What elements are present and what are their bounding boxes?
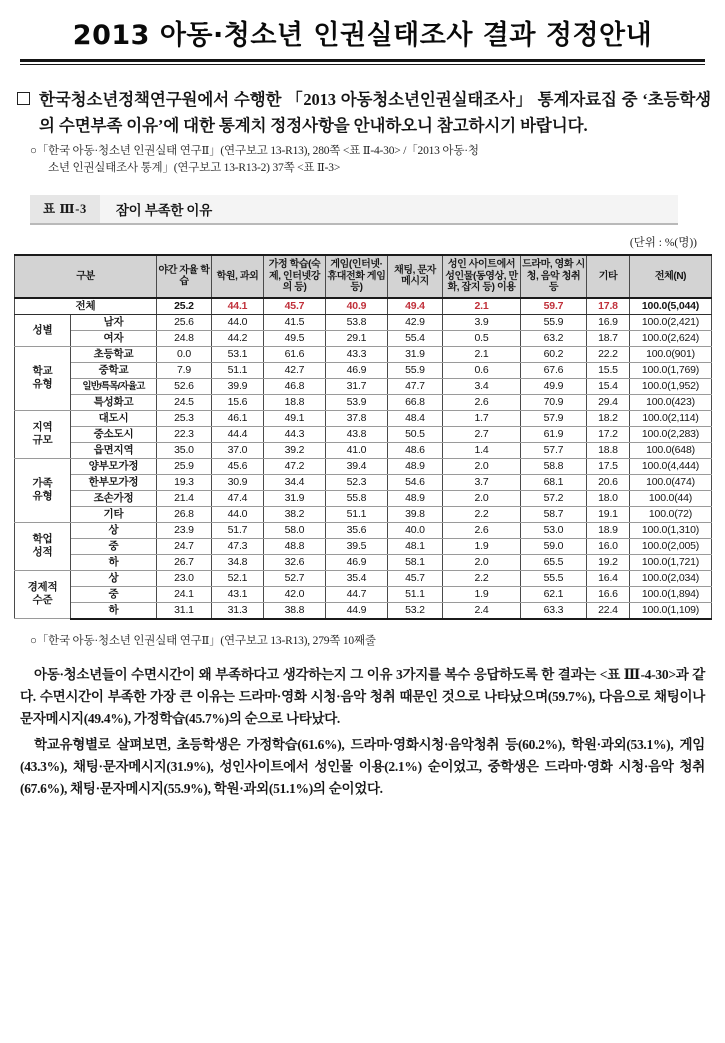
cell-total-n: 100.0(1,894)	[630, 586, 712, 602]
cell-value: 18.7	[587, 330, 630, 346]
cell-value: 37.0	[212, 442, 264, 458]
table-row	[15, 490, 712, 506]
cell-value: 43.8	[326, 426, 388, 442]
table-row	[15, 426, 712, 442]
cell-value: 31.1	[157, 602, 212, 619]
cell-value: 52.6	[157, 378, 212, 394]
document-page	[0, 13, 725, 1043]
cell-value: 41.5	[264, 314, 326, 330]
row-label: 중	[71, 538, 157, 554]
table-header-row	[15, 255, 712, 298]
cell-value: 7.9	[157, 362, 212, 378]
row-label: 조손가정	[71, 490, 157, 506]
row-label: 초등학교	[71, 346, 157, 362]
cell-total-n: 100.0(2,624)	[630, 330, 712, 346]
cell-value: 3.7	[443, 474, 521, 490]
row-group-label: 성별	[15, 314, 71, 346]
cell-value: 24.1	[157, 586, 212, 602]
cell-value: 44.0	[212, 506, 264, 522]
cell-value: 44.0	[212, 314, 264, 330]
cell-value: 19.3	[157, 474, 212, 490]
table-row	[15, 298, 712, 315]
cell-value: 63.2	[521, 330, 587, 346]
table-row	[15, 506, 712, 522]
table-row	[15, 362, 712, 378]
cell-value: 58.0	[264, 522, 326, 538]
cell-total-n: 100.0(4,444)	[630, 458, 712, 474]
cell-value: 39.8	[388, 506, 443, 522]
cell-value: 24.8	[157, 330, 212, 346]
cell-value: 39.5	[326, 538, 388, 554]
cell-value: 2.0	[443, 458, 521, 474]
intro-paragraph	[39, 87, 711, 139]
cell-value: 47.2	[264, 458, 326, 474]
cell-value: 23.9	[157, 522, 212, 538]
intro-block	[14, 87, 711, 139]
cell-value: 30.9	[212, 474, 264, 490]
cell-value: 58.1	[388, 554, 443, 570]
cell-value: 16.9	[587, 314, 630, 330]
cell-value: 49.4	[388, 298, 443, 315]
page-title: 2013 아동·청소년 인권실태조사 결과 정정안내	[72, 20, 653, 51]
square-bullet-icon	[17, 92, 30, 105]
cell-value: 31.9	[388, 346, 443, 362]
cell-value: 38.2	[264, 506, 326, 522]
header-cell-drama-movie-music: 드라마, 영화 시청, 음악 청취 등	[521, 255, 587, 298]
table-row	[15, 442, 712, 458]
cell-value: 31.3	[212, 602, 264, 619]
cell-value: 2.1	[443, 346, 521, 362]
cell-value: 2.0	[443, 490, 521, 506]
cell-value: 46.9	[326, 554, 388, 570]
cell-value: 22.2	[587, 346, 630, 362]
cell-value: 40.0	[388, 522, 443, 538]
cell-value: 51.1	[212, 362, 264, 378]
header-cell-total-n: 전체(N)	[630, 255, 712, 298]
cell-value: 16.0	[587, 538, 630, 554]
cell-value: 59.0	[521, 538, 587, 554]
cell-value: 25.9	[157, 458, 212, 474]
cell-value: 57.9	[521, 410, 587, 426]
cell-value: 2.2	[443, 506, 521, 522]
cell-value: 44.9	[326, 602, 388, 619]
cell-value: 3.4	[443, 378, 521, 394]
cell-value: 15.4	[587, 378, 630, 394]
cell-value: 42.9	[388, 314, 443, 330]
cell-value: 34.8	[212, 554, 264, 570]
cell-value: 20.6	[587, 474, 630, 490]
cell-value: 51.7	[212, 522, 264, 538]
table-row	[15, 474, 712, 490]
cell-value: 63.3	[521, 602, 587, 619]
cell-value: 55.5	[521, 570, 587, 586]
cell-value: 18.8	[264, 394, 326, 410]
cell-total-n: 100.0(1,952)	[630, 378, 712, 394]
source-note	[30, 143, 711, 177]
cell-value: 48.4	[388, 410, 443, 426]
source-note-line-1: ○「한국 아동·청소년 인권실태 연구Ⅱ」(연구보고 13-R13), 280쪽 <표 Ⅱ-4-30> /「2013 아동·청	[30, 145, 479, 157]
cell-value: 58.8	[521, 458, 587, 474]
cell-value: 1.9	[443, 538, 521, 554]
cell-value: 43.3	[326, 346, 388, 362]
row-group-label: 지역 규모	[15, 410, 71, 458]
cell-value: 3.9	[443, 314, 521, 330]
cell-total-n: 100.0(1,109)	[630, 602, 712, 619]
cell-value: 1.9	[443, 586, 521, 602]
cell-total-n: 100.0(648)	[630, 442, 712, 458]
cell-value: 18.0	[587, 490, 630, 506]
header-cell-night-study: 야간 자율 학습	[157, 255, 212, 298]
cell-value: 48.1	[388, 538, 443, 554]
cell-value: 61.6	[264, 346, 326, 362]
cell-value: 24.7	[157, 538, 212, 554]
table-unit-label: (단위 : %(명))	[629, 237, 697, 249]
header-cell-other: 기타	[587, 255, 630, 298]
cell-total-n: 100.0(44)	[630, 490, 712, 506]
row-label: 상	[71, 522, 157, 538]
caption-underline	[30, 223, 678, 225]
source-note-line-2: 소년 인권실태조사 통계」(연구보고 13-R13-2) 37쪽 <표 Ⅱ-3>	[48, 162, 341, 174]
row-label: 하	[71, 602, 157, 619]
cell-value: 62.1	[521, 586, 587, 602]
cell-value: 35.6	[326, 522, 388, 538]
cell-total-n: 100.0(5,044)	[630, 298, 712, 315]
cell-value: 55.8	[326, 490, 388, 506]
cell-value: 44.2	[212, 330, 264, 346]
cell-value: 55.4	[388, 330, 443, 346]
header-cell-games: 게임(인터넷·휴대전화 게임 등)	[326, 255, 388, 298]
body-paragraph-1	[20, 664, 705, 730]
cell-value: 2.1	[443, 298, 521, 315]
cell-value: 57.7	[521, 442, 587, 458]
cell-value: 16.4	[587, 570, 630, 586]
cell-value: 38.8	[264, 602, 326, 619]
cell-value: 53.2	[388, 602, 443, 619]
cell-value: 43.1	[212, 586, 264, 602]
row-group-label: 학업 성적	[15, 522, 71, 570]
cell-value: 42.0	[264, 586, 326, 602]
table-row	[15, 586, 712, 602]
cell-total-n: 100.0(2,034)	[630, 570, 712, 586]
cell-total-n: 100.0(72)	[630, 506, 712, 522]
cell-value: 22.4	[587, 602, 630, 619]
cell-value: 0.0	[157, 346, 212, 362]
cell-value: 25.6	[157, 314, 212, 330]
cell-value: 46.9	[326, 362, 388, 378]
cell-value: 44.1	[212, 298, 264, 315]
cell-value: 0.6	[443, 362, 521, 378]
cell-value: 61.9	[521, 426, 587, 442]
cell-value: 35.4	[326, 570, 388, 586]
row-label: 상	[71, 570, 157, 586]
cell-value: 45.7	[388, 570, 443, 586]
cell-value: 31.9	[264, 490, 326, 506]
cell-total-n: 100.0(2,283)	[630, 426, 712, 442]
row-label: 읍면지역	[71, 442, 157, 458]
cell-value: 55.9	[388, 362, 443, 378]
cell-value: 19.1	[587, 506, 630, 522]
body-paragraph-2	[20, 734, 705, 800]
cell-value: 16.6	[587, 586, 630, 602]
cell-value: 49.5	[264, 330, 326, 346]
row-label: 일반/특목/자율고	[71, 378, 157, 394]
cell-value: 53.0	[521, 522, 587, 538]
table-row	[15, 458, 712, 474]
cell-value: 54.6	[388, 474, 443, 490]
cell-value: 26.7	[157, 554, 212, 570]
table-row	[15, 314, 712, 330]
cell-value: 15.5	[587, 362, 630, 378]
row-label: 양부모가정	[71, 458, 157, 474]
row-group-label: 경제적 수준	[15, 570, 71, 619]
cell-value: 51.1	[388, 586, 443, 602]
cell-value: 41.0	[326, 442, 388, 458]
table-row	[15, 394, 712, 410]
row-group-label: 학교 유형	[15, 346, 71, 410]
cell-value: 2.4	[443, 602, 521, 619]
table-header	[15, 255, 712, 298]
cell-value: 39.9	[212, 378, 264, 394]
title-divider	[20, 59, 705, 65]
cell-value: 2.0	[443, 554, 521, 570]
cell-value: 37.8	[326, 410, 388, 426]
cell-value: 25.2	[157, 298, 212, 315]
cell-value: 46.8	[264, 378, 326, 394]
cell-total-n: 100.0(2,421)	[630, 314, 712, 330]
cell-value: 48.9	[388, 490, 443, 506]
row-label: 중소도시	[71, 426, 157, 442]
cell-value: 52.7	[264, 570, 326, 586]
cell-value: 59.7	[521, 298, 587, 315]
table-row	[15, 570, 712, 586]
table-row	[15, 410, 712, 426]
cell-value: 49.9	[521, 378, 587, 394]
cell-value: 44.4	[212, 426, 264, 442]
table-row	[15, 602, 712, 619]
cell-value: 21.4	[157, 490, 212, 506]
cell-value: 29.1	[326, 330, 388, 346]
cell-total-n: 100.0(1,310)	[630, 522, 712, 538]
table-caption-bar	[30, 195, 678, 223]
cell-total-n: 100.0(901)	[630, 346, 712, 362]
body-paragraph-2-text: 학교유형별로 살펴보면, 초등학생은 가정학습(61.6%), 드라마·영화시청·음악청취 등(60.2%), 학원·과외(53.1%), 게임(43.3%), 채팅·문자메시지(31.9%), 성인사이트에서 성인물 이용(2.1%) 순이었고, 중학생은 드라마·영화 시청·음악 청취(67.6%), 채팅·문자메시지(55.9%), 학원·과외(51.1%)의 순이었다.	[20, 736, 705, 796]
cell-value: 18.8	[587, 442, 630, 458]
cell-value: 42.7	[264, 362, 326, 378]
cell-value: 2.7	[443, 426, 521, 442]
cell-value: 47.4	[212, 490, 264, 506]
cell-total-n: 100.0(1,721)	[630, 554, 712, 570]
cell-value: 31.7	[326, 378, 388, 394]
cell-value: 66.8	[388, 394, 443, 410]
cell-value: 46.1	[212, 410, 264, 426]
cell-value: 67.6	[521, 362, 587, 378]
cell-value: 53.1	[212, 346, 264, 362]
cell-value: 18.9	[587, 522, 630, 538]
cell-total-n: 100.0(1,769)	[630, 362, 712, 378]
table-row	[15, 330, 712, 346]
table-row	[15, 346, 712, 362]
cell-value: 52.1	[212, 570, 264, 586]
cell-value: 52.3	[326, 474, 388, 490]
statistics-table	[14, 254, 712, 620]
table-caption-text: 잠이 부족한 이유	[100, 195, 678, 223]
cell-total-n: 100.0(474)	[630, 474, 712, 490]
row-label: 여자	[71, 330, 157, 346]
cell-total-n: 100.0(423)	[630, 394, 712, 410]
cell-value: 22.3	[157, 426, 212, 442]
cell-value: 49.1	[264, 410, 326, 426]
table-row	[15, 554, 712, 570]
cell-value: 48.8	[264, 538, 326, 554]
cell-value: 58.7	[521, 506, 587, 522]
cell-total-n: 100.0(2,114)	[630, 410, 712, 426]
cell-value: 1.4	[443, 442, 521, 458]
cell-value: 47.7	[388, 378, 443, 394]
row-label: 전체	[15, 298, 157, 315]
cell-value: 40.9	[326, 298, 388, 315]
row-label: 하	[71, 554, 157, 570]
cell-value: 39.2	[264, 442, 326, 458]
row-label: 남자	[71, 314, 157, 330]
cell-value: 17.2	[587, 426, 630, 442]
table-number-tag: 표 Ⅲ-3	[30, 195, 100, 223]
row-label: 대도시	[71, 410, 157, 426]
cell-value: 29.4	[587, 394, 630, 410]
footer-source-note: ○「한국 아동·청소년 인권실태 연구Ⅱ」(연구보고 13-R13), 279쪽 10째줄	[30, 634, 376, 647]
header-cell-chat-message: 채팅, 문자 메시지	[388, 255, 443, 298]
cell-value: 15.6	[212, 394, 264, 410]
header-cell-division: 구분	[15, 255, 157, 298]
cell-value: 45.7	[264, 298, 326, 315]
cell-value: 53.8	[326, 314, 388, 330]
row-label: 특성화고	[71, 394, 157, 410]
cell-value: 55.9	[521, 314, 587, 330]
table-body	[15, 298, 712, 619]
intro-paragraph-text: 한국청소년정책연구원에서 수행한 「2013 아동청소년인권실태조사」 통계자료집 중 ‘초등학생의 수면부족 이유’에 대한 통계치 정정사항을 안내하오니 참고하시기 바랍니다.	[39, 90, 711, 135]
cell-value: 2.6	[443, 394, 521, 410]
cell-total-n: 100.0(2,005)	[630, 538, 712, 554]
cell-value: 34.4	[264, 474, 326, 490]
cell-value: 18.2	[587, 410, 630, 426]
header-cell-adult-site: 성인 사이트에서 성인물(동영상, 만화, 잡지 등) 이용	[443, 255, 521, 298]
header-cell-academy: 학원, 과외	[212, 255, 264, 298]
cell-value: 48.6	[388, 442, 443, 458]
cell-value: 47.3	[212, 538, 264, 554]
cell-value: 25.3	[157, 410, 212, 426]
cell-value: 24.5	[157, 394, 212, 410]
cell-value: 70.9	[521, 394, 587, 410]
table-row	[15, 378, 712, 394]
cell-value: 50.5	[388, 426, 443, 442]
cell-value: 2.2	[443, 570, 521, 586]
cell-value: 48.9	[388, 458, 443, 474]
cell-value: 17.5	[587, 458, 630, 474]
cell-value: 60.2	[521, 346, 587, 362]
cell-value: 45.6	[212, 458, 264, 474]
table-row	[15, 522, 712, 538]
cell-value: 44.7	[326, 586, 388, 602]
cell-value: 35.0	[157, 442, 212, 458]
cell-value: 1.7	[443, 410, 521, 426]
body-paragraph-1-text: 아동·청소년들이 수면시간이 왜 부족하다고 생각하는지 그 이유 3가지를 복수 응답하도록 한 결과는 <표 Ⅲ-4-30>과 같다. 수면시간이 부족한 가장 큰 이유는 드라마·영화 시청·음악 청취 때문인 것으로 나타났으며(59.7%), 다음으로 채팅이나 문자메시지(49.4%), 가정학습(45.7%)의 순으로 나타났다.	[20, 666, 705, 726]
cell-value: 19.2	[587, 554, 630, 570]
row-group-label: 가족 유형	[15, 458, 71, 522]
row-label: 중학교	[71, 362, 157, 378]
cell-value: 57.2	[521, 490, 587, 506]
cell-value: 53.9	[326, 394, 388, 410]
cell-value: 26.8	[157, 506, 212, 522]
row-label: 한부모가정	[71, 474, 157, 490]
cell-value: 51.1	[326, 506, 388, 522]
cell-value: 17.8	[587, 298, 630, 315]
cell-value: 23.0	[157, 570, 212, 586]
cell-value: 0.5	[443, 330, 521, 346]
cell-value: 2.6	[443, 522, 521, 538]
table-row	[15, 538, 712, 554]
cell-value: 44.3	[264, 426, 326, 442]
cell-value: 65.5	[521, 554, 587, 570]
row-label: 중	[71, 586, 157, 602]
cell-value: 32.6	[264, 554, 326, 570]
row-label: 기타	[71, 506, 157, 522]
header-cell-home-study: 가정 학습(숙제, 인터넷강의 등)	[264, 255, 326, 298]
cell-value: 68.1	[521, 474, 587, 490]
cell-value: 39.4	[326, 458, 388, 474]
